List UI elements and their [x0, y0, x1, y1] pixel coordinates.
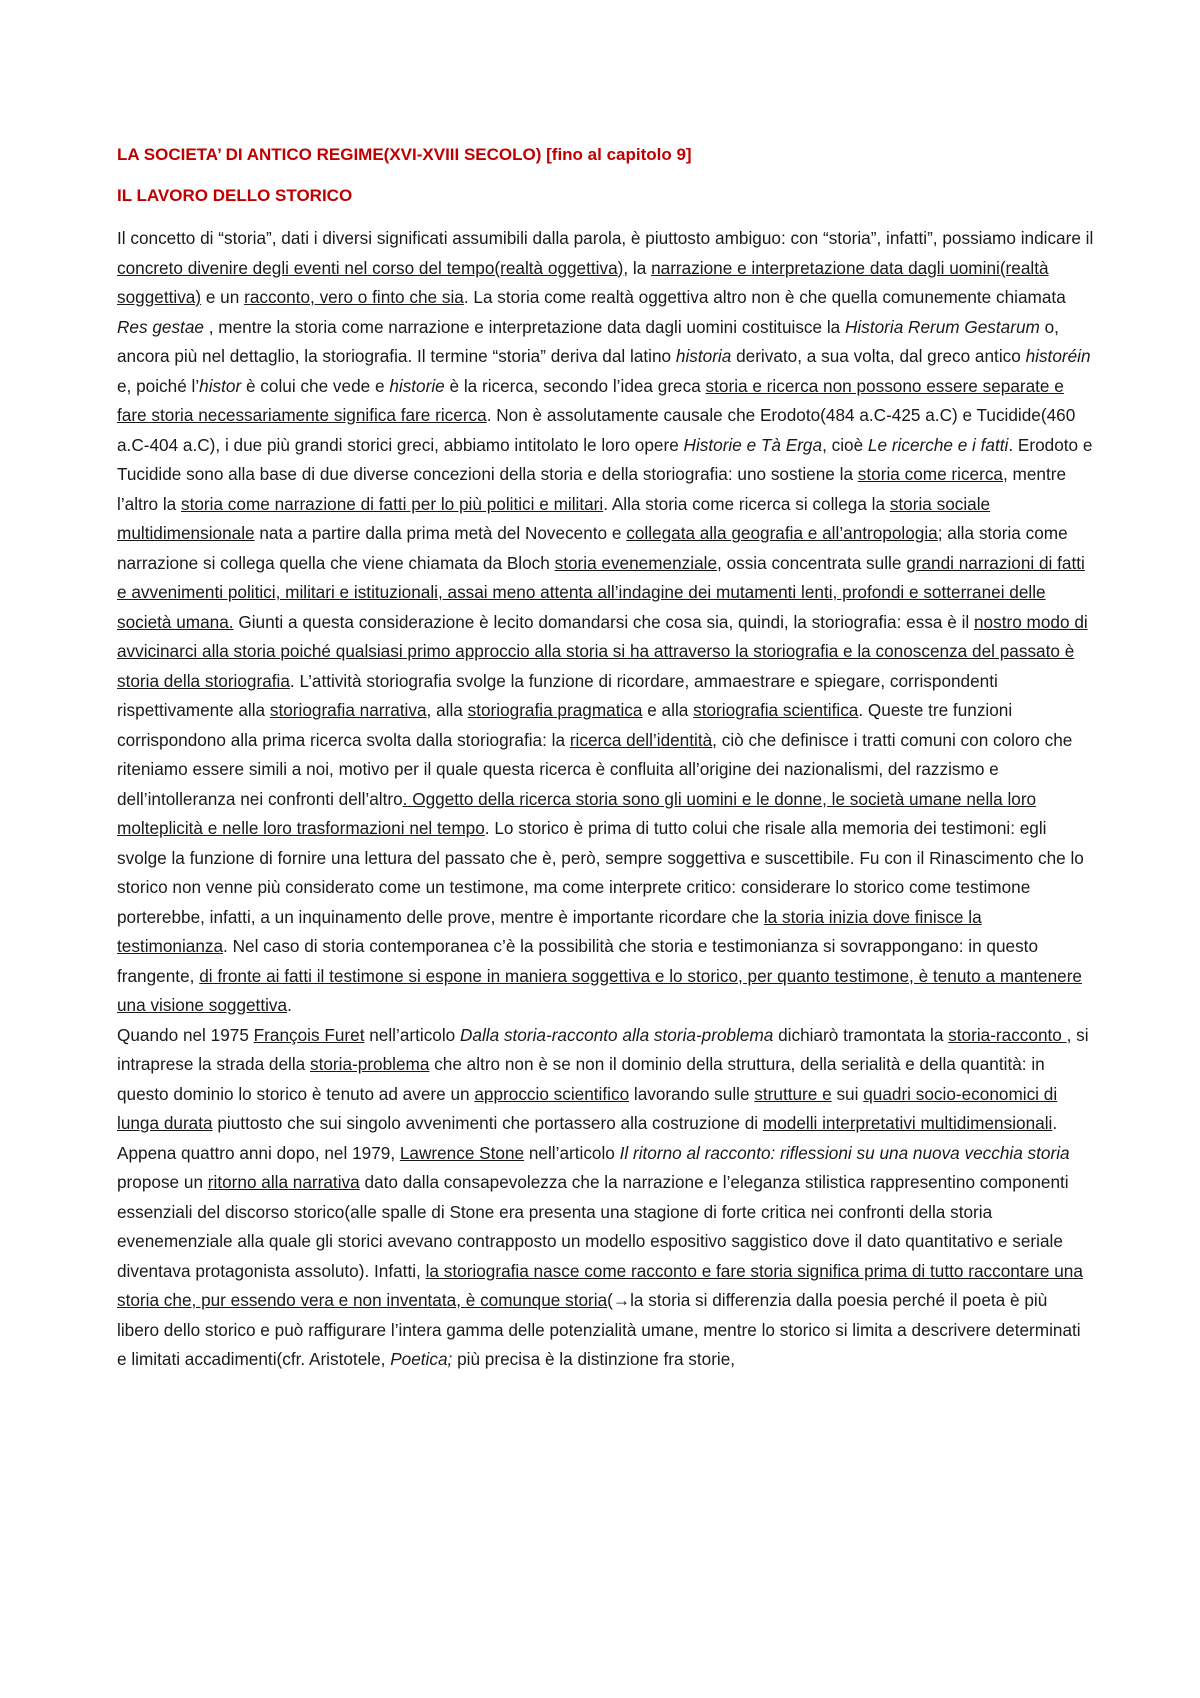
text-run: derivato, a sua volta, dal greco antico	[731, 346, 1026, 366]
underlined-text: storia evenemenziale	[554, 552, 718, 573]
underlined-text: storiografia scientifica	[693, 700, 859, 720]
text-run: nell’articolo	[364, 1024, 460, 1045]
underlined-text: collegata alla geografia e all’antropologia	[626, 523, 938, 543]
text-run: , la	[623, 257, 652, 278]
text-run: e, poiché l’	[117, 375, 200, 396]
italic-text: Dalla storia-racconto alla storia-problema	[460, 1024, 774, 1045]
text-run: Quando nel 1975	[117, 1024, 254, 1045]
underlined-text: storia-problema	[310, 1054, 430, 1074]
text-run: . Queste tre funzioni corrispondono alla prima ricerca svolta dalla storiografia: la	[117, 700, 1013, 750]
text-run: è la ricerca, secondo l’idea greca	[444, 375, 706, 396]
text-run: . Lo storico è prima di tutto colui che risale alla memoria dei testimoni: egli svolge la funzione di fornire una lettura del passato che è, però, sempre soggettiva e suscettibile. Fu con il Rinascimento che lo storico non venne più considerato come un testimone, ma come interprete critico: considerare lo storico come testimone porterebbe, infatti, a un inquinamento delle prove, mentre è importante ricordare che	[117, 818, 1084, 927]
document-page	[117, 145, 1094, 1375]
underlined-text: storia sociale multidimensionale	[117, 493, 991, 543]
body-paragraph-2	[117, 1021, 1094, 1375]
underlined-text: storia come narrazione di fatti per lo più politici e militari	[181, 493, 604, 514]
text-run: . Appena quattro anni dopo, nel 1979,	[117, 1113, 1058, 1163]
text-run: , mentre l’altro la	[117, 464, 1067, 514]
text-run: dichiarò tramontata la	[773, 1024, 949, 1045]
underlined-text: concreto divenire degli eventi nel corso del tempo(realtà oggettiva)	[117, 257, 624, 278]
text-run: , ossia concentrata sulle	[717, 552, 907, 573]
underlined-text: di fronte ai fatti il testimone si espone in maniera soggettiva e lo storico, per quanto testimone, è tenuto a mantenere una visione soggettiva	[117, 965, 1082, 1015]
text-run: , cioè	[822, 434, 868, 455]
body-paragraph-1	[117, 224, 1094, 1021]
text-run: . La storia come realtà oggettiva altro non è che quella comunemente chiamata	[463, 287, 1066, 307]
italic-text: Historia Rerum Gestarum	[845, 316, 1040, 337]
text-run: nell’articolo	[524, 1142, 620, 1163]
text-run: (→la storia si differenzia dalla poesia perché il poeta è più libero dello storico e può raffigurare l’intera gamma delle potenzialità umane, mentre lo storico si limita a descrivere determinati e limitati accadimenti(cfr. Aristotele,	[117, 1290, 1081, 1369]
italic-text: histor	[199, 375, 242, 396]
text-run: ; alla storia come narrazione si collega quella che viene chiamata da Bloch	[117, 523, 1068, 573]
italic-text: historia	[675, 346, 732, 366]
underlined-text: quadri socio-economici di lunga durata	[117, 1083, 1058, 1133]
underlined-text: grandi narrazioni di fatti e avvenimenti politici, militari e istituzionali, assai meno attenta all’indagine dei mutamenti lenti, profondi e sotterranei delle società umana.	[117, 552, 1085, 632]
italic-text: Res gestae	[117, 316, 204, 337]
text-run: che altro non è se non il dominio della struttura, della serialità e della quantità: in questo dominio lo storico è tenuto ad avere un	[117, 1054, 1045, 1104]
text-run: , ciò che definisce i tratti comuni con coloro che riteniamo essere simili a noi, motivo per il quale questa ricerca è confluita all’origine dei nazionalismi, del razzismo e dell’intolleranza nei confronti dell’altro	[117, 729, 1073, 809]
text-run: dato dalla consapevolezza che la narrazione e l’eleganza stilistica rappresentino componenti essenziali del discorso storico(alle spalle di Stone era presenta una stagione di forte critica nei confronti della storia evenemenziale alla quale gli storici avevano contrapposto un modello espositivo saggistico dove il dato quantitativo e seriale diventava protagonista assoluto). Infatti,	[117, 1172, 1069, 1281]
underlined-text: ricerca dell’identità	[569, 729, 713, 750]
text-run: propose un	[117, 1172, 208, 1192]
document-title: LA SOCIETA’ DI ANTICO REGIME(XVI-XVIII SECOLO) [fino al capitolo 9]	[117, 145, 692, 164]
text-run: e alla	[642, 700, 694, 720]
underlined-text: racconto, vero o finto che sia	[244, 287, 464, 307]
text-run: . Nel caso di storia contemporanea c’è la possibilità che storia e testimonianza si sovrappongano: in questo frangente,	[117, 936, 1039, 986]
underlined-text: narrazione e interpretazione data dagli uomini(realtà soggettiva)	[117, 257, 1049, 307]
italic-text: Il ritorno al racconto: riflessioni su una nuova vecchia storia	[619, 1142, 1070, 1163]
underlined-text: François Furet	[253, 1024, 365, 1045]
underlined-text: nostro modo di avvicinarci alla storia poiché qualsiasi primo approccio alla storia si ha attraverso la storiografia e la conoscenza del passato è storia della storiografia	[117, 611, 1088, 691]
text-run: e un	[201, 287, 245, 307]
underlined-text: strutture e	[754, 1083, 832, 1104]
underlined-text: la storiografia nasce come racconto e fare storia significa prima di tutto raccontare una storia che, pur essendo vera e non inventata, è comunque storia	[117, 1260, 1083, 1310]
underlined-text: approccio scientifico	[474, 1083, 630, 1104]
underlined-text: storia come ricerca	[857, 464, 1003, 484]
italic-text: Le ricerche e i fatti	[867, 434, 1009, 455]
text-run: sui	[831, 1083, 864, 1104]
section-heading: IL LAVORO DELLO STORICO	[117, 186, 353, 205]
italic-text: Poetica;	[390, 1349, 453, 1369]
italic-text: historie	[389, 375, 445, 396]
underlined-text: Lawrence Stone	[399, 1142, 525, 1163]
text-run: è colui che vede e	[241, 375, 390, 396]
underlined-text: la storia inizia dove finisce la testimonianza	[117, 906, 982, 956]
underlined-text: storiografia pragmatica	[467, 700, 643, 720]
underlined-text: storia e ricerca non possono essere separate e fare storia necessariamente significa fare ricerca	[117, 375, 1064, 425]
text-run: nata a partire dalla prima metà del Novecento e	[254, 523, 627, 543]
text-run: , mentre la storia come narrazione e interpretazione data dagli uomini costituisce la	[203, 316, 845, 337]
text-run: più precisa è la distinzione fra storie,	[452, 1349, 736, 1369]
underlined-text: modelli interpretativi multidimensionali	[762, 1113, 1053, 1133]
text-run: . Non è assolutamente causale che Erodoto(484 a.C-425 a.C) e Tucidide(460 a.C-404 a.C), i due più grandi storici greci, abbiamo intitolato le loro opere	[117, 405, 1076, 455]
text-run: lavorando sulle	[629, 1083, 755, 1104]
text-run: , alla	[426, 700, 468, 720]
text-run: . L’attività storiografia svolge la funzione di ricordare, ammaestrare e spiegare, corrispondenti rispettivamente alla	[117, 670, 998, 720]
underlined-text: storia-racconto ,	[948, 1024, 1072, 1045]
underlined-text: ritorno alla narrativa	[207, 1172, 360, 1192]
text-run: Giunti a questa considerazione è lecito domandarsi che cosa sia, quindi, la storiografia: essa è il	[233, 611, 974, 632]
text-run: Il concetto di “storia”, dati i diversi significati assumibili dalla parola, è piuttosto ambiguo: con “storia”, infatti”, possiamo indicare il	[117, 228, 1094, 248]
text-run: o, ancora più nel dettaglio, la storiografia. Il termine “storia” deriva dal latino	[117, 316, 1059, 366]
text-run: si intraprese la strada della	[117, 1024, 1089, 1074]
underlined-text: storiografia narrativa	[269, 700, 427, 720]
underlined-text: . Oggetto della ricerca storia sono gli uomini e le donne, le società umane nella loro molteplicità e nelle loro trasformazioni nel tempo	[117, 788, 1037, 838]
italic-text: historéin	[1025, 346, 1091, 366]
text-run: piuttosto che sui singolo avvenimenti che portassero alla costruzione di	[212, 1113, 763, 1133]
text-run: .	[287, 995, 292, 1015]
text-run: . Erodoto e Tucidide sono alla base di due diverse concezioni della storia e della storiografia: uno sostiene la	[117, 434, 1093, 484]
italic-text: Historie e Tà Erga	[683, 434, 823, 455]
text-run: . Alla storia come ricerca si collega la	[603, 493, 890, 514]
